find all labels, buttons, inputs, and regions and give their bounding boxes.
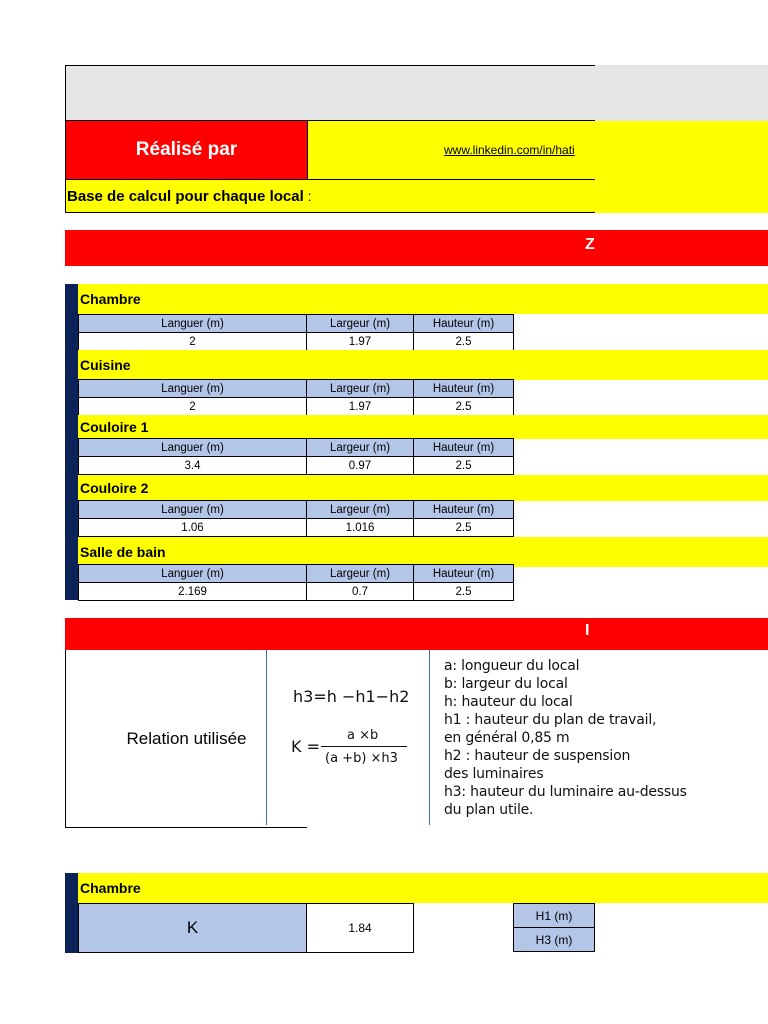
result-side-bar bbox=[65, 873, 78, 953]
header-largeur: Largeur (m) bbox=[307, 565, 414, 583]
room-title-salle-de-bain: Salle de bain bbox=[78, 537, 768, 567]
value-largeur[interactable]: 1.97 bbox=[307, 333, 414, 351]
k-value-cell[interactable]: 1.84 bbox=[307, 903, 414, 953]
base-de-calcul-cell bbox=[65, 179, 595, 213]
header-longueur: Languer (m) bbox=[79, 380, 307, 398]
base-de-calcul-label: Base de calcul pour chaque local : bbox=[67, 187, 312, 205]
value-longueur[interactable]: 2 bbox=[79, 398, 307, 416]
dim-table-cuisine bbox=[78, 379, 514, 416]
relation-utilisee-label: Relation utilisée bbox=[126, 728, 247, 748]
header-yellow-right bbox=[595, 121, 768, 179]
header-hauteur: Hauteur (m) bbox=[414, 315, 514, 333]
legend-line: h1 : hauteur du plan de travail, bbox=[444, 712, 657, 728]
value-largeur[interactable]: 0.7 bbox=[307, 583, 414, 601]
value-hauteur[interactable]: 2.5 bbox=[414, 333, 514, 351]
legend-line: a: longueur du local bbox=[444, 658, 580, 674]
realise-par-cell bbox=[65, 121, 307, 179]
header-hauteur: Hauteur (m) bbox=[414, 565, 514, 583]
header-longueur: Languer (m) bbox=[79, 565, 307, 583]
room-title-chambre: Chambre bbox=[78, 284, 768, 314]
formula-bottom-rule bbox=[78, 826, 307, 828]
value-largeur[interactable]: 1.016 bbox=[307, 519, 414, 537]
legend-line: h: hauteur du local bbox=[444, 694, 573, 710]
value-hauteur[interactable]: 2.5 bbox=[414, 398, 514, 416]
header-largeur: Largeur (m) bbox=[307, 501, 414, 519]
value-longueur[interactable]: 2 bbox=[79, 333, 307, 351]
legend-line: des luminaires bbox=[444, 766, 544, 782]
result-room-title: Chambre bbox=[78, 873, 768, 903]
legend-line: h3: hauteur du luminaire au-dessus bbox=[444, 784, 687, 800]
formula-k-label: K = bbox=[291, 737, 320, 756]
legend-image bbox=[430, 650, 740, 828]
formula-fraction-bar bbox=[321, 746, 407, 747]
dim-table-couloire-2 bbox=[78, 500, 514, 537]
header-longueur: Languer (m) bbox=[79, 315, 307, 333]
formula-denominator: (a +b) ×h3 bbox=[325, 751, 398, 766]
value-longueur[interactable]: 1.06 bbox=[79, 519, 307, 537]
value-largeur[interactable]: 0.97 bbox=[307, 457, 414, 475]
value-longueur[interactable]: 3.4 bbox=[79, 457, 307, 475]
section-banner-indice bbox=[65, 618, 768, 650]
dim-table-couloire-1 bbox=[78, 438, 514, 475]
header-longueur: Languer (m) bbox=[79, 439, 307, 457]
header-hauteur: Hauteur (m) bbox=[414, 439, 514, 457]
header-longueur: Languer (m) bbox=[79, 501, 307, 519]
legend-line: en général 0,85 m bbox=[444, 730, 570, 746]
value-hauteur[interactable]: 2.5 bbox=[414, 519, 514, 537]
formula-image bbox=[266, 650, 430, 825]
header-largeur: Largeur (m) bbox=[307, 315, 414, 333]
realise-par-label: Réalisé par bbox=[135, 139, 238, 160]
author-link[interactable]: www.linkedin.com/in/hati bbox=[444, 143, 575, 157]
author-link-cell[interactable] bbox=[307, 121, 595, 179]
value-hauteur[interactable]: 2.5 bbox=[414, 583, 514, 601]
formula-numerator: a ×b bbox=[347, 728, 379, 743]
legend-line: h2 : hauteur de suspension bbox=[444, 748, 631, 764]
section-banner-indice-text: I bbox=[585, 622, 590, 639]
h1-label-cell: H1 (m) bbox=[513, 903, 595, 928]
formula-h3: h3=h −h1−h2 bbox=[293, 687, 410, 706]
value-longueur[interactable]: 2.169 bbox=[79, 583, 307, 601]
section-banner-dimensions bbox=[65, 230, 768, 266]
value-largeur[interactable]: 1.97 bbox=[307, 398, 414, 416]
dim-table-chambre bbox=[78, 314, 514, 351]
room-title-couloire-1: Couloire 1 bbox=[78, 415, 768, 439]
dim-table-salle-de-bain bbox=[78, 564, 514, 601]
h3-label-cell: H3 (m) bbox=[513, 927, 595, 952]
header-gray-band-right bbox=[595, 65, 768, 121]
header-largeur: Largeur (m) bbox=[307, 380, 414, 398]
header-hauteur: Hauteur (m) bbox=[414, 501, 514, 519]
legend-line: du plan utile. bbox=[444, 802, 534, 818]
room-title-couloire-2: Couloire 2 bbox=[78, 475, 768, 501]
k-label-cell: K bbox=[78, 903, 307, 953]
value-hauteur[interactable]: 2.5 bbox=[414, 457, 514, 475]
room-title-cuisine: Cuisine bbox=[78, 350, 768, 380]
header-largeur: Largeur (m) bbox=[307, 439, 414, 457]
legend-line: b: largeur du local bbox=[444, 676, 568, 692]
base-de-calcul-right bbox=[595, 179, 768, 213]
header-hauteur: Hauteur (m) bbox=[414, 380, 514, 398]
section-banner-dimensions-text: Z bbox=[585, 236, 595, 253]
rooms-side-bar bbox=[65, 284, 78, 600]
